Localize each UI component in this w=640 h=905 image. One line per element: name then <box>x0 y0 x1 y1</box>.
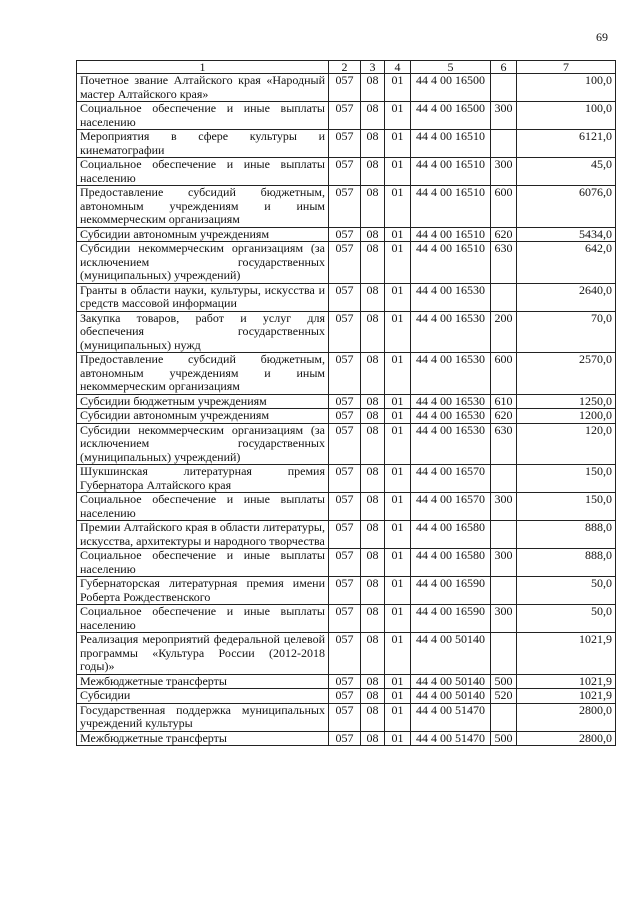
row-name-cell: Почетное звание Алтайского края «Народный мастер Алтайского края» <box>77 74 329 102</box>
row-expense-type-cell: 200 <box>491 311 517 353</box>
table-row <box>77 674 616 689</box>
row-ministry-cell: 057 <box>329 465 361 493</box>
row-name-cell: Шукшинская литературная премия Губернатора Алтайского края <box>77 465 329 493</box>
row-expense-type-cell: 300 <box>491 549 517 577</box>
row-expense-type-cell: 520 <box>491 689 517 704</box>
row-ministry-cell: 057 <box>329 521 361 549</box>
row-ministry-cell: 057 <box>329 353 361 395</box>
row-section-cell: 08 <box>361 130 385 158</box>
row-target-item-cell: 44 4 00 16580 <box>411 549 491 577</box>
row-expense-type-cell <box>491 521 517 549</box>
row-section-cell: 08 <box>361 353 385 395</box>
row-name-cell: Субсидии бюджетным учреждениям <box>77 394 329 409</box>
row-amount-cell: 100,0 <box>517 74 616 102</box>
row-ministry-cell: 057 <box>329 227 361 242</box>
row-ministry-cell: 057 <box>329 577 361 605</box>
row-name-cell: Субсидии некоммерческим организациям (за исключением государственных (муниципальных) учреждений) <box>77 423 329 465</box>
row-ministry-cell: 057 <box>329 74 361 102</box>
row-expense-type-cell <box>491 130 517 158</box>
row-target-item-cell: 44 4 00 16500 <box>411 102 491 130</box>
row-expense-type-cell <box>491 74 517 102</box>
row-subsection-cell: 01 <box>385 703 411 731</box>
row-amount-cell: 2570,0 <box>517 353 616 395</box>
row-ministry-cell: 057 <box>329 423 361 465</box>
row-expense-type-cell <box>491 465 517 493</box>
table-row <box>77 633 616 675</box>
row-name-cell: Государственная поддержка муниципальных учреждений культуры <box>77 703 329 731</box>
row-name-cell: Гранты в области науки, культуры, искусства и средств массовой информации <box>77 283 329 311</box>
row-subsection-cell: 01 <box>385 465 411 493</box>
row-amount-cell: 1021,9 <box>517 689 616 704</box>
row-name-cell: Социальное обеспечение и иные выплаты населению <box>77 605 329 633</box>
row-subsection-cell: 01 <box>385 130 411 158</box>
row-section-cell: 08 <box>361 577 385 605</box>
table-row <box>77 731 616 746</box>
row-expense-type-cell <box>491 577 517 605</box>
row-amount-cell: 100,0 <box>517 102 616 130</box>
row-target-item-cell: 44 4 00 16570 <box>411 465 491 493</box>
row-ministry-cell: 057 <box>329 130 361 158</box>
row-section-cell: 08 <box>361 227 385 242</box>
table-row <box>77 465 616 493</box>
table-row <box>77 605 616 633</box>
row-subsection-cell: 01 <box>385 394 411 409</box>
row-section-cell: 08 <box>361 102 385 130</box>
table-row <box>77 283 616 311</box>
row-section-cell: 08 <box>361 689 385 704</box>
row-name-cell: Социальное обеспечение и иные выплаты населению <box>77 158 329 186</box>
row-subsection-cell: 01 <box>385 521 411 549</box>
row-ministry-cell: 057 <box>329 102 361 130</box>
row-target-item-cell: 44 4 00 16530 <box>411 409 491 424</box>
row-subsection-cell: 01 <box>385 674 411 689</box>
row-subsection-cell: 01 <box>385 689 411 704</box>
column-header-7: 7 <box>517 61 616 74</box>
row-subsection-cell: 01 <box>385 74 411 102</box>
row-section-cell: 08 <box>361 703 385 731</box>
row-ministry-cell: 057 <box>329 549 361 577</box>
row-subsection-cell: 01 <box>385 493 411 521</box>
row-amount-cell: 2800,0 <box>517 731 616 746</box>
table-row <box>77 158 616 186</box>
row-name-cell: Социальное обеспечение и иные выплаты населению <box>77 549 329 577</box>
row-ministry-cell: 057 <box>329 242 361 284</box>
row-amount-cell: 1021,9 <box>517 674 616 689</box>
row-subsection-cell: 01 <box>385 577 411 605</box>
row-expense-type-cell: 500 <box>491 731 517 746</box>
row-target-item-cell: 44 4 00 50140 <box>411 674 491 689</box>
row-section-cell: 08 <box>361 394 385 409</box>
row-subsection-cell: 01 <box>385 605 411 633</box>
row-target-item-cell: 44 4 00 16510 <box>411 242 491 284</box>
row-expense-type-cell: 600 <box>491 353 517 395</box>
row-target-item-cell: 44 4 00 16530 <box>411 283 491 311</box>
header-row <box>77 61 616 74</box>
row-name-cell: Межбюджетные трансферты <box>77 674 329 689</box>
row-expense-type-cell: 300 <box>491 605 517 633</box>
row-expense-type-cell: 500 <box>491 674 517 689</box>
row-amount-cell: 150,0 <box>517 493 616 521</box>
row-section-cell: 08 <box>361 186 385 228</box>
row-ministry-cell: 057 <box>329 186 361 228</box>
row-subsection-cell: 01 <box>385 311 411 353</box>
table-row <box>77 74 616 102</box>
row-amount-cell: 2800,0 <box>517 703 616 731</box>
table-row <box>77 186 616 228</box>
row-amount-cell: 6121,0 <box>517 130 616 158</box>
row-section-cell: 08 <box>361 605 385 633</box>
row-amount-cell: 5434,0 <box>517 227 616 242</box>
row-subsection-cell: 01 <box>385 633 411 675</box>
row-subsection-cell: 01 <box>385 353 411 395</box>
row-target-item-cell: 44 4 00 16530 <box>411 311 491 353</box>
row-subsection-cell: 01 <box>385 409 411 424</box>
row-target-item-cell: 44 4 00 16510 <box>411 130 491 158</box>
row-name-cell: Социальное обеспечение и иные выплаты населению <box>77 102 329 130</box>
page-number: 69 <box>596 30 608 44</box>
row-ministry-cell: 057 <box>329 689 361 704</box>
row-expense-type-cell <box>491 633 517 675</box>
table-row <box>77 311 616 353</box>
row-name-cell: Межбюджетные трансферты <box>77 731 329 746</box>
row-expense-type-cell: 300 <box>491 493 517 521</box>
row-target-item-cell: 44 4 00 16590 <box>411 577 491 605</box>
row-amount-cell: 1200,0 <box>517 409 616 424</box>
table-row <box>77 549 616 577</box>
row-expense-type-cell: 620 <box>491 409 517 424</box>
row-ministry-cell: 057 <box>329 493 361 521</box>
row-ministry-cell: 057 <box>329 311 361 353</box>
row-target-item-cell: 44 4 00 50140 <box>411 633 491 675</box>
row-name-cell: Предоставление субсидий бюджетным, автономным учреждениям и иным некоммерческим организациям <box>77 353 329 395</box>
row-expense-type-cell: 630 <box>491 423 517 465</box>
row-amount-cell: 1021,9 <box>517 633 616 675</box>
row-section-cell: 08 <box>361 633 385 675</box>
table-row <box>77 493 616 521</box>
row-name-cell: Премии Алтайского края в области литературы, искусства, архитектуры и народного творчества <box>77 521 329 549</box>
row-section-cell: 08 <box>361 549 385 577</box>
column-header-6: 6 <box>491 61 517 74</box>
row-amount-cell: 6076,0 <box>517 186 616 228</box>
row-name-cell: Субсидии автономным учреждениям <box>77 227 329 242</box>
row-amount-cell: 642,0 <box>517 242 616 284</box>
row-target-item-cell: 44 4 00 16570 <box>411 493 491 521</box>
row-ministry-cell: 057 <box>329 394 361 409</box>
row-name-cell: Субсидии <box>77 689 329 704</box>
row-target-item-cell: 44 4 00 50140 <box>411 689 491 704</box>
row-section-cell: 08 <box>361 311 385 353</box>
row-section-cell: 08 <box>361 731 385 746</box>
row-target-item-cell: 44 4 00 16530 <box>411 353 491 395</box>
row-section-cell: 08 <box>361 74 385 102</box>
row-expense-type-cell <box>491 283 517 311</box>
row-expense-type-cell: 600 <box>491 186 517 228</box>
row-ministry-cell: 057 <box>329 158 361 186</box>
row-amount-cell: 150,0 <box>517 465 616 493</box>
row-target-item-cell: 44 4 00 16530 <box>411 423 491 465</box>
row-target-item-cell: 44 4 00 16510 <box>411 227 491 242</box>
row-name-cell: Субсидии некоммерческим организациям (за исключением государственных (муниципальных) учреждений) <box>77 242 329 284</box>
row-subsection-cell: 01 <box>385 283 411 311</box>
column-header-5: 5 <box>411 61 491 74</box>
row-section-cell: 08 <box>361 521 385 549</box>
row-name-cell: Реализация мероприятий федеральной целевой программы «Культура России (2012-2018 годы)» <box>77 633 329 675</box>
column-header-4: 4 <box>385 61 411 74</box>
table-row <box>77 227 616 242</box>
row-subsection-cell: 01 <box>385 158 411 186</box>
row-section-cell: 08 <box>361 158 385 186</box>
row-amount-cell: 888,0 <box>517 521 616 549</box>
row-target-item-cell: 44 4 00 16500 <box>411 74 491 102</box>
row-ministry-cell: 057 <box>329 731 361 746</box>
row-subsection-cell: 01 <box>385 731 411 746</box>
row-name-cell: Социальное обеспечение и иные выплаты населению <box>77 493 329 521</box>
table-row <box>77 394 616 409</box>
row-amount-cell: 1250,0 <box>517 394 616 409</box>
row-expense-type-cell: 630 <box>491 242 517 284</box>
table-row <box>77 703 616 731</box>
row-target-item-cell: 44 4 00 16530 <box>411 394 491 409</box>
row-section-cell: 08 <box>361 409 385 424</box>
column-header-3: 3 <box>361 61 385 74</box>
table-row <box>77 521 616 549</box>
row-amount-cell: 888,0 <box>517 549 616 577</box>
table-row <box>77 130 616 158</box>
row-expense-type-cell: 620 <box>491 227 517 242</box>
row-section-cell: 08 <box>361 465 385 493</box>
row-amount-cell: 50,0 <box>517 605 616 633</box>
row-expense-type-cell: 610 <box>491 394 517 409</box>
row-subsection-cell: 01 <box>385 423 411 465</box>
row-ministry-cell: 057 <box>329 409 361 424</box>
row-ministry-cell: 057 <box>329 283 361 311</box>
row-ministry-cell: 057 <box>329 703 361 731</box>
row-section-cell: 08 <box>361 493 385 521</box>
row-target-item-cell: 44 4 00 16510 <box>411 158 491 186</box>
row-section-cell: 08 <box>361 674 385 689</box>
row-target-item-cell: 44 4 00 16590 <box>411 605 491 633</box>
table-row <box>77 409 616 424</box>
row-section-cell: 08 <box>361 242 385 284</box>
row-subsection-cell: 01 <box>385 549 411 577</box>
row-subsection-cell: 01 <box>385 186 411 228</box>
table-row <box>77 353 616 395</box>
row-amount-cell: 2640,0 <box>517 283 616 311</box>
table-row <box>77 577 616 605</box>
row-name-cell: Мероприятия в сфере культуры и кинематографии <box>77 130 329 158</box>
budget-table <box>76 60 616 746</box>
row-amount-cell: 120,0 <box>517 423 616 465</box>
row-expense-type-cell: 300 <box>491 158 517 186</box>
table-row <box>77 102 616 130</box>
column-header-1: 1 <box>77 61 329 74</box>
row-name-cell: Губернаторская литературная премия имени Роберта Рождественского <box>77 577 329 605</box>
row-target-item-cell: 44 4 00 51470 <box>411 703 491 731</box>
row-target-item-cell: 44 4 00 16580 <box>411 521 491 549</box>
row-name-cell: Закупка товаров, работ и услуг для обеспечения государственных (муниципальных) нужд <box>77 311 329 353</box>
row-section-cell: 08 <box>361 423 385 465</box>
table-row <box>77 423 616 465</box>
row-subsection-cell: 01 <box>385 102 411 130</box>
column-header-2: 2 <box>329 61 361 74</box>
row-ministry-cell: 057 <box>329 674 361 689</box>
table-row <box>77 242 616 284</box>
row-ministry-cell: 057 <box>329 633 361 675</box>
row-subsection-cell: 01 <box>385 227 411 242</box>
row-name-cell: Предоставление субсидий бюджетным, автономным учреждениям и иным некоммерческим организациям <box>77 186 329 228</box>
row-section-cell: 08 <box>361 283 385 311</box>
row-subsection-cell: 01 <box>385 242 411 284</box>
table-row <box>77 689 616 704</box>
row-expense-type-cell: 300 <box>491 102 517 130</box>
row-name-cell: Субсидии автономным учреждениям <box>77 409 329 424</box>
row-amount-cell: 50,0 <box>517 577 616 605</box>
row-target-item-cell: 44 4 00 51470 <box>411 731 491 746</box>
row-amount-cell: 45,0 <box>517 158 616 186</box>
row-amount-cell: 70,0 <box>517 311 616 353</box>
row-ministry-cell: 057 <box>329 605 361 633</box>
row-expense-type-cell <box>491 703 517 731</box>
row-target-item-cell: 44 4 00 16510 <box>411 186 491 228</box>
